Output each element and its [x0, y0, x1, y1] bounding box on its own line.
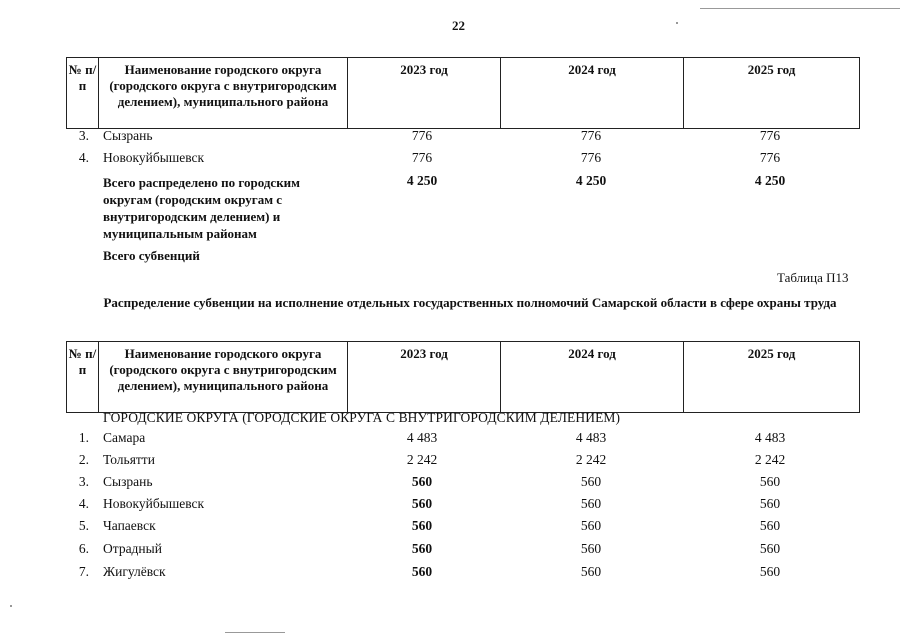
value-2024: 2 242	[575, 452, 607, 467]
row-name: Новокуйбышевск	[103, 496, 205, 511]
total-2025: 4 250	[754, 173, 786, 188]
scan-artifact-line	[225, 632, 285, 633]
header-num-label: № п/п	[68, 62, 97, 93]
section-label: ГОРОДСКИЕ ОКРУГА (ГОРОДСКИЕ ОКРУГА С ВНУТРИГОРОДСКИМ ДЕЛЕНИЕМ)	[103, 410, 621, 425]
row-name: Сызрань	[103, 474, 153, 489]
value-2023: 560	[411, 564, 433, 579]
table-row	[0, 427, 905, 449]
row-name: Жигулёвск	[103, 564, 166, 579]
subventions-total-label: Всего субвенций	[103, 248, 200, 263]
header-num-label: № п/п	[68, 346, 97, 377]
value-2023: 560	[411, 541, 433, 556]
table-row	[0, 561, 905, 583]
row-name: Самара	[103, 430, 146, 445]
value-2025: 2 242	[754, 452, 786, 467]
row-number: 6.	[78, 541, 89, 556]
header-name-label: Наименование городского округа (городского округа с внутригородским делением), муниципального района	[109, 62, 337, 109]
value-2024: 560	[580, 474, 602, 489]
row-name: Тольятти	[103, 452, 155, 467]
table-row	[0, 471, 905, 493]
table1-header	[66, 57, 860, 129]
header-year-2023: 2023 год	[400, 346, 448, 361]
row-number: 4.	[78, 496, 89, 511]
scan-artifact-dot	[676, 22, 678, 24]
row-name: Сызрань	[103, 128, 153, 143]
header-year-2025: 2025 год	[747, 62, 796, 77]
value-2025: 776	[759, 128, 781, 143]
value-2024: 560	[580, 496, 602, 511]
row-name: Чапаевск	[103, 518, 156, 533]
value-2024: 560	[580, 541, 602, 556]
total-2024: 4 250	[575, 173, 607, 188]
value-2025: 560	[759, 541, 781, 556]
header-year-2025: 2025 год	[747, 346, 796, 361]
value-2025: 560	[759, 564, 781, 579]
value-2023: 560	[411, 496, 433, 511]
value-2025: 560	[759, 496, 781, 511]
value-2024: 4 483	[575, 430, 607, 445]
total-2023: 4 250	[406, 173, 438, 188]
header-year-2023: 2023 год	[400, 62, 448, 77]
row-number: 1.	[78, 430, 89, 445]
table-row	[0, 147, 905, 169]
row-number: 4.	[78, 150, 89, 165]
table2-header	[66, 341, 860, 413]
value-2024: 776	[580, 150, 602, 165]
row-number: 2.	[78, 452, 89, 467]
table-row	[0, 515, 905, 537]
value-2024: 560	[580, 518, 602, 533]
row-number: 3.	[78, 128, 89, 143]
row-number: 5.	[78, 518, 89, 533]
value-2025: 4 483	[754, 430, 786, 445]
row-number: 7.	[78, 564, 89, 579]
table-caption: Таблица П13	[777, 270, 849, 285]
table-row	[0, 449, 905, 471]
row-number: 3.	[78, 474, 89, 489]
value-2025: 560	[759, 518, 781, 533]
table-row	[0, 493, 905, 515]
value-2023: 4 483	[406, 430, 438, 445]
header-name-label: Наименование городского округа (городского округа с внутригородским делением), муниципального района	[109, 346, 337, 393]
row-name: Новокуйбышевск	[103, 150, 205, 165]
total-label: Всего распределено по городским округам (городским округам с внутригородским делением) и муниципальным районам	[103, 175, 301, 241]
table-row	[0, 538, 905, 560]
value-2024: 560	[580, 564, 602, 579]
value-2023: 776	[411, 150, 433, 165]
value-2025: 776	[759, 150, 781, 165]
page-number: 22	[452, 18, 465, 33]
value-2023: 560	[411, 518, 433, 533]
value-2023: 2 242	[406, 452, 438, 467]
table-title: Распределение субвенции на исполнение отдельных государственных полномочий Самарской области в сфере охраны труда	[103, 295, 837, 310]
row-name: Отрадный	[103, 541, 162, 556]
header-year-2024: 2024 год	[568, 62, 616, 77]
scan-artifact-line	[700, 8, 900, 9]
scan-artifact-dot	[10, 605, 12, 607]
value-2023: 776	[411, 128, 433, 143]
value-2025: 560	[759, 474, 781, 489]
table-row	[0, 125, 905, 147]
header-year-2024: 2024 год	[568, 346, 616, 361]
value-2023: 560	[411, 474, 433, 489]
value-2024: 776	[580, 128, 602, 143]
